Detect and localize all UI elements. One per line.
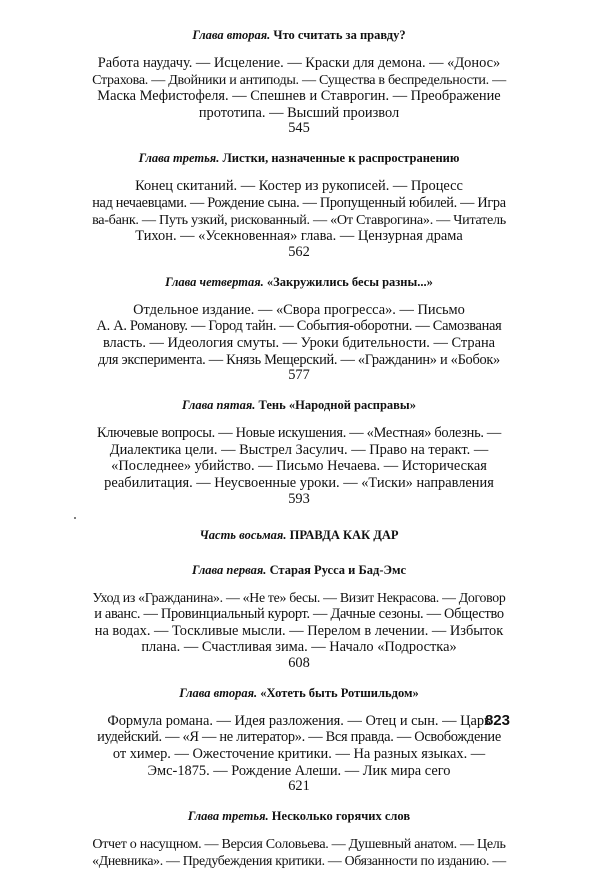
summary-line: Страхова. — Двойники и антиподы. — Существа в беспредельности. — — [92, 71, 506, 88]
chapter-page-number: 621 — [288, 778, 310, 795]
chapter-summary — [92, 178, 506, 244]
chapter-section — [92, 563, 506, 670]
summary-line: Маска Мефистофеля. — Спешнев и Ставрогин. — Преображение — [97, 88, 501, 105]
chapter-heading — [92, 151, 506, 166]
chapter-section — [92, 151, 506, 258]
summary-line: Уход из «Гражданина». — «Не те» бесы. — Визит Некрасова. — Договор — [92, 589, 506, 605]
chapter-section — [92, 686, 506, 793]
chapter-page-number: 577 — [288, 367, 310, 384]
summary-line: А. А. Романову. — Город тайн. — События-оборотни. — Самозваная — [96, 318, 502, 335]
chapter-heading — [92, 28, 506, 43]
chapter-page-number: 593 — [288, 490, 310, 507]
chapter-summary — [92, 55, 506, 121]
part-number: Часть восьмая. — [199, 527, 287, 542]
chapter-heading — [92, 275, 506, 290]
chapter-heading — [92, 563, 506, 578]
summary-line: ва-банк. — Путь узкий, рискованный. — «От Ставрогина». — Читатель — [92, 211, 506, 228]
chapter-section — [92, 398, 506, 505]
chapter-summary — [92, 836, 506, 869]
chapter-page-number: 608 — [288, 654, 310, 671]
summary-line: Формула романа. — Идея разложения. — Отец и сын. — Царь — [107, 712, 491, 729]
summary-line: «Дневника». — Предубеждения критики. — Обязанности по изданию. — — [92, 852, 506, 868]
chapter-title: Тень «Народной расправы» — [258, 398, 416, 413]
summary-line: «Последнее» убийство. — Письмо Нечаева. — Историческая — [111, 458, 487, 475]
chapter-summary — [92, 713, 506, 779]
summary-line: Ключевые вопросы. — Новые искушения. — «Местная» болезнь. — — [96, 425, 502, 442]
chapter-number: Глава третья. — [187, 809, 269, 824]
chapter-title: «Закружились бесы разны...» — [266, 274, 433, 289]
table-of-contents — [92, 28, 506, 869]
summary-line: Тихон. — «Усекновенная» глава. — Цензурная драма — [135, 228, 463, 245]
part-heading — [92, 528, 506, 543]
chapter-page-number: 562 — [288, 243, 310, 260]
chapter-title: Что считать за правду? — [273, 28, 406, 42]
summary-line: от химер. — Ожесточение критики. — На разных языках. — — [112, 746, 486, 763]
summary-line: Конец скитаний. — Костер из рукописей. — Процесс — [135, 178, 463, 195]
chapter-summary — [92, 425, 506, 491]
chapter-heading — [92, 809, 506, 824]
chapter-number: Глава первая. — [191, 562, 267, 577]
summary-line: реабилитация. — Неусвоенные уроки. — «Тиски» направления — [104, 474, 494, 491]
chapter-number: Глава четвертая. — [165, 274, 264, 289]
chapter-heading — [92, 686, 506, 701]
summary-line: прототипа. — Высший произвол — [198, 104, 400, 121]
summary-line: Отдельное издание. — «Свора прогресса». — Письмо — [133, 301, 465, 318]
summary-line: для эксперимента. — Князь Мещерский. — «Гражданин» и «Бобок» — [98, 351, 500, 368]
summary-line: и аванс. — Провинциальный курорт. — Дачные сезоны. — Общество — [94, 606, 504, 623]
summary-line: Диалектика цели. — Выстрел Засулич. — Право на теракт. — — [109, 441, 489, 458]
chapter-summary — [92, 302, 506, 368]
summary-line: власть. — Идеология смуты. — Уроки бдительности. — Страна — [102, 334, 496, 351]
part-title: ПРАВДА КАК ДАР — [289, 527, 399, 542]
summary-line: на водах. — Тоскливые мысли. — Перелом в лечении. — Избыток — [94, 622, 504, 639]
chapter-title: Листки, назначенные к распространению — [222, 151, 460, 166]
chapter-number: Глава вторая. — [179, 685, 258, 700]
chapter-section — [92, 28, 506, 135]
chapter-section — [92, 275, 506, 382]
print-speck — [74, 517, 76, 519]
chapter-section — [92, 809, 506, 869]
summary-line: Эмс-1875. — Рождение Алеши. — Лик мира сего — [147, 762, 451, 779]
chapter-summary — [92, 590, 506, 656]
chapter-number: Глава вторая. — [192, 28, 271, 42]
summary-line: иудейский. — «Я — не литератор». — Вся правда. — Освобождение — [97, 729, 501, 746]
summary-line: над нечаевцами. — Рождение сына. — Пропущенный юбилей. — Игра — [92, 194, 506, 211]
chapter-page-number: 545 — [288, 120, 310, 137]
chapter-title: Старая Русса и Бад-Эмс — [269, 562, 407, 577]
summary-line: плана. — Счастливая зима. — Начало «Подростка» — [141, 639, 457, 656]
chapter-heading — [92, 398, 506, 413]
part-section — [92, 528, 506, 543]
summary-line: Отчет о насущном. — Версия Соловьева. — Душевный анатом. — Цель — [92, 836, 506, 853]
chapter-title: «Хотеть быть Ротшильдом» — [260, 685, 419, 700]
summary-line: Работа наудачу. — Исцеление. — Краски для демона. — «Донос» — [97, 55, 501, 71]
page-folio: 823 — [484, 712, 510, 729]
chapter-number: Глава пятая. — [182, 398, 256, 413]
chapter-number: Глава третья. — [138, 151, 220, 166]
chapter-title: Несколько горячих слов — [271, 809, 411, 824]
